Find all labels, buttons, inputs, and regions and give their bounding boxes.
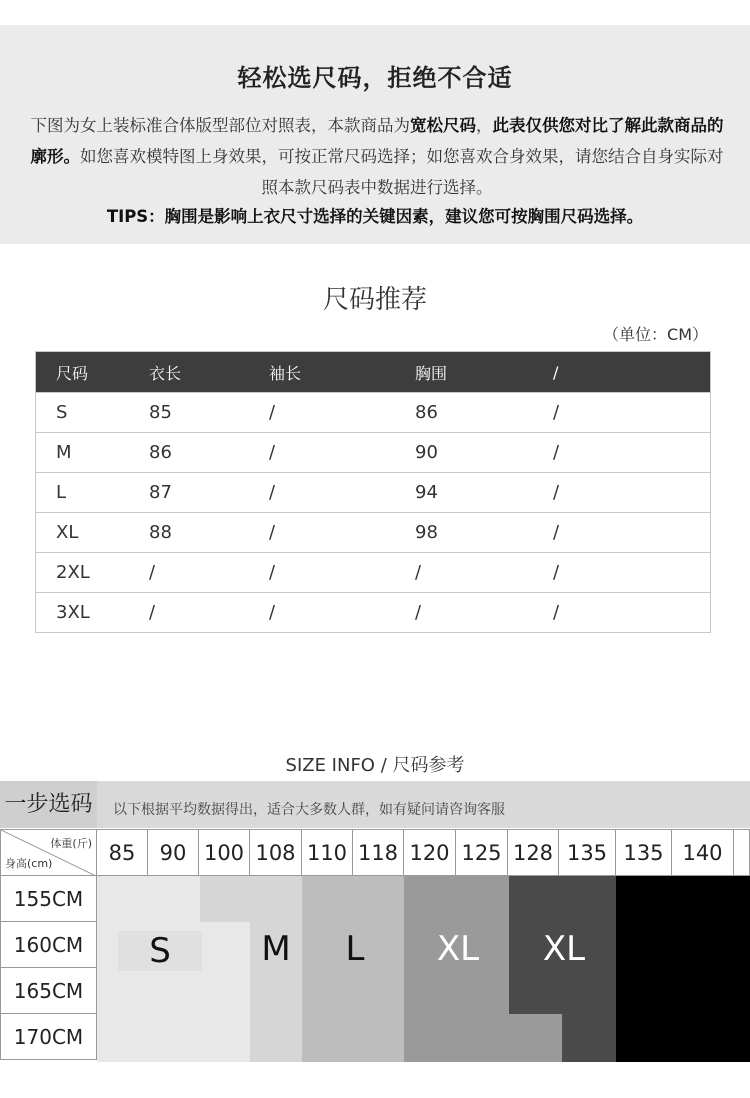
cell-size: L — [36, 473, 150, 513]
cell-sleeve: / — [269, 513, 415, 553]
corner-weight-label: 体重(斤) — [50, 837, 92, 850]
cell-size: 3XL — [36, 593, 150, 633]
table-row — [36, 513, 711, 553]
size-table-header — [36, 352, 711, 393]
weight-cell-empty — [734, 829, 750, 876]
cell-sleeve: / — [269, 473, 415, 513]
cell-sleeve: / — [269, 393, 415, 433]
cell-length: 88 — [149, 513, 269, 553]
size-zone-l-lower — [355, 1014, 404, 1062]
cell-extra: / — [553, 513, 711, 553]
cell-sleeve: / — [269, 553, 415, 593]
weight-cell: 118 — [353, 829, 404, 876]
weight-cell: 120 — [404, 829, 456, 876]
cell-size: S — [36, 393, 150, 433]
zone-label-xl-dark: XL — [542, 929, 586, 969]
cell-length: 87 — [149, 473, 269, 513]
table-row — [36, 393, 711, 433]
cell-length: / — [149, 593, 269, 633]
cell-extra: / — [553, 553, 711, 593]
cell-length: 86 — [149, 433, 269, 473]
weight-cell: 110 — [302, 829, 353, 876]
weight-cell: 135 — [559, 829, 616, 876]
height-cell: 155CM — [0, 876, 97, 922]
cell-size: XL — [36, 513, 150, 553]
cell-size: M — [36, 433, 150, 473]
grid-note: 以下根据平均数据得出，适合大多数人群，如有疑问请咨询客服 — [113, 802, 505, 818]
weight-cell: 125 — [456, 829, 508, 876]
weight-cell: 100 — [199, 829, 250, 876]
size-info-title: SIZE INFO / 尺码参考 — [285, 755, 465, 776]
height-cell: 170CM — [0, 1014, 97, 1060]
size-zone-xl-dark-lower — [562, 1014, 616, 1062]
corner-cell — [0, 829, 97, 876]
weight-cell: 90 — [148, 829, 199, 876]
header-size: 尺码 — [36, 352, 150, 393]
weight-cell: 140 — [672, 829, 734, 876]
size-zone-xl-lower — [458, 1014, 562, 1062]
cell-length: 85 — [149, 393, 269, 433]
intro-desc-part3: 如您喜欢模特图上身效果，可按正常尺码选择；如您喜欢合身效果，请您结合自身实际对照本款尺码表中数据进行选择。 — [80, 147, 724, 197]
cell-bust: / — [415, 593, 553, 633]
weight-row — [0, 829, 750, 876]
table-row — [36, 433, 711, 473]
intro-desc-part1: 下图为女上装标准合体版型部位对照表，本款商品为 — [30, 116, 410, 135]
intro-desc-bold1: 宽松尺码 — [410, 116, 476, 135]
cell-extra: / — [553, 393, 711, 433]
header-sleeve: 袖长 — [269, 352, 415, 393]
header-bust: 胸围 — [415, 352, 553, 393]
table-row — [36, 473, 711, 513]
cell-extra: / — [553, 473, 711, 513]
recommend-title: 尺码推荐 — [322, 285, 427, 315]
cell-extra: / — [553, 593, 711, 633]
intro-desc-part2: ， — [476, 116, 493, 135]
unit-label: （单位：CM） — [603, 325, 708, 344]
weight-cell: 108 — [250, 829, 302, 876]
height-cell: 160CM — [0, 922, 97, 968]
size-reference-grid — [0, 781, 750, 1066]
cell-extra: / — [553, 433, 711, 473]
cell-sleeve: / — [269, 593, 415, 633]
step-label: 一步选码 — [0, 781, 97, 828]
cell-bust: 86 — [415, 393, 553, 433]
intro-title: 轻松选尺码，拒绝不合适 — [237, 64, 513, 92]
weight-cell: 128 — [508, 829, 559, 876]
size-table — [35, 351, 711, 633]
size-zone-black — [616, 876, 750, 1062]
cell-length: / — [149, 553, 269, 593]
intro-description — [24, 110, 730, 203]
size-zone-m — [200, 876, 302, 922]
zone-label-m: M — [261, 929, 291, 969]
zone-label-l: L — [345, 929, 365, 969]
header-extra: / — [553, 352, 711, 393]
tips-text: TIPS：胸围是影响上衣尺寸选择的关键因素，建议您可按胸围尺码选择。 — [106, 207, 644, 226]
zone-label-xl: XL — [436, 929, 480, 969]
cell-bust: 90 — [415, 433, 553, 473]
height-cell: 165CM — [0, 968, 97, 1014]
cell-bust: 94 — [415, 473, 553, 513]
zone-label-s: S — [118, 931, 202, 971]
cell-size: 2XL — [36, 553, 150, 593]
table-row — [36, 553, 711, 593]
cell-bust: / — [415, 553, 553, 593]
cell-sleeve: / — [269, 433, 415, 473]
intro-desc-bold2: 此表仅供您对比了解此款商品的廓形。 — [30, 116, 724, 166]
cell-bust: 98 — [415, 513, 553, 553]
table-row — [36, 593, 711, 633]
header-length: 衣长 — [149, 352, 269, 393]
corner-height-label: 身高(cm) — [5, 857, 53, 870]
weight-cell: 85 — [97, 829, 148, 876]
weight-cell: 135 — [616, 829, 672, 876]
